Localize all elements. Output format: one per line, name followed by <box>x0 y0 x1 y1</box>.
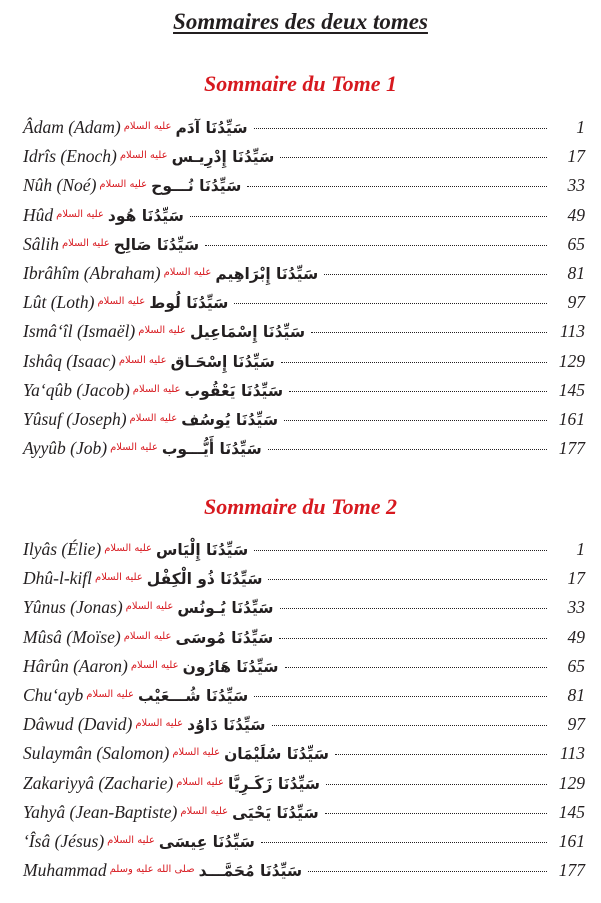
prophet-name-arabic: سَيِّدُنَا سُلَيْمَان <box>224 745 329 763</box>
honorific-seal-icon: عليه السلام <box>118 355 167 366</box>
honorific-seal-icon: عليه السلام <box>163 267 212 278</box>
honorific-seal-icon: عليه السلام <box>119 150 168 161</box>
page-number: 129 <box>558 351 585 371</box>
prophet-name-arabic: سَيِّدُنَا يَحْيَى <box>232 804 319 822</box>
prophet-name-latin: Ibrâhîm (Abraham) <box>23 263 161 283</box>
dot-leader <box>205 245 547 246</box>
page-number: 65 <box>567 234 585 254</box>
dot-leader <box>284 420 547 421</box>
page-number: 17 <box>567 568 585 588</box>
prophet-name-latin: Ismâ‘îl (Ismaël) <box>23 321 136 341</box>
dot-leader <box>281 362 547 363</box>
dot-leader <box>247 186 547 187</box>
toc-entry[interactable] <box>23 321 585 345</box>
honorific-seal-icon: عليه السلام <box>86 689 135 700</box>
prophet-name-latin: Yahyâ (Jean-Baptiste) <box>23 802 178 822</box>
dot-leader <box>280 608 547 609</box>
page-number: 145 <box>558 380 585 400</box>
dot-leader <box>272 725 547 726</box>
toc-entry[interactable] <box>23 263 585 287</box>
dot-leader <box>279 638 547 639</box>
honorific-seal-icon: عليه السلام <box>107 835 155 846</box>
prophet-name-latin: Hârûn (Aaron) <box>23 656 128 676</box>
honorific-seal-icon: عليه السلام <box>172 747 221 758</box>
dot-leader <box>326 784 547 785</box>
prophet-name-arabic: سَيِّدُنَا آدَم <box>175 119 248 137</box>
page-number: 129 <box>558 773 585 793</box>
prophet-name-latin: Sulaymân (Salomon) <box>23 743 170 763</box>
prophet-name-arabic: سَيِّدُنَا عِيسَى <box>158 833 255 851</box>
toc-entry[interactable] <box>23 409 585 433</box>
honorific-seal-icon: عليه السلام <box>123 121 172 132</box>
page-number: 17 <box>567 146 585 166</box>
honorific-seal-icon: عليه السلام <box>130 660 179 671</box>
prophet-name-latin: Dâwud (David) <box>23 714 133 734</box>
toc-entry[interactable] <box>23 568 585 592</box>
prophet-name-arabic: سَيِّدُنَا هُود <box>107 207 184 225</box>
honorific-seal-icon: عليه السلام <box>132 384 181 395</box>
page-number: 49 <box>567 627 585 647</box>
honorific-seal-icon: عليه السلام <box>129 413 178 424</box>
prophet-name-arabic: سَيِّدُنَا صَالِح <box>113 236 200 254</box>
prophet-name-arabic: سَيِّدُنَا ذُو الْكِفْل <box>146 570 263 588</box>
toc-entry[interactable] <box>23 380 585 404</box>
prophet-name-arabic: سَيِّدُنَا إِدْرِيـس <box>171 148 275 166</box>
prophet-name-latin: ‘Îsâ (Jésus) <box>23 831 105 851</box>
toc-entry[interactable] <box>23 438 585 462</box>
tome2-title: Sommaire du Tome 2 <box>204 494 397 519</box>
toc-entry[interactable] <box>23 714 585 738</box>
page-number: 65 <box>567 656 585 676</box>
page-number: 177 <box>558 860 585 880</box>
prophet-name-latin: Âdam (Adam) <box>23 117 121 137</box>
dot-leader <box>261 842 547 843</box>
prophet-name-latin: Hûd <box>23 205 54 225</box>
prophet-name-arabic: سَيِّدُنَا إِسْمَاعِيل <box>190 323 306 341</box>
prophet-name-latin: Zakariyyâ (Zacharie) <box>23 773 174 793</box>
toc-entry[interactable] <box>23 627 585 651</box>
prophet-name-arabic: سَيِّدُنَا لُوط <box>149 294 229 312</box>
page-number: 97 <box>567 292 585 312</box>
dot-leader <box>324 274 547 275</box>
dot-leader <box>254 696 547 697</box>
page-number: 81 <box>567 685 585 705</box>
toc-entry[interactable] <box>23 539 585 563</box>
honorific-seal-icon: عليه السلام <box>61 238 110 249</box>
prophet-name-arabic: سَيِّدُنَا يُوسُف <box>181 411 279 429</box>
prophet-name-latin: Idrîs (Enoch) <box>23 146 117 166</box>
page-number: 113 <box>560 743 585 763</box>
prophet-name-latin: Chu‘ayb <box>23 685 84 705</box>
prophet-name-latin: Ayyûb (Job) <box>23 438 108 458</box>
prophet-name-arabic: سَيِّدُنَا نُـــوح <box>151 177 242 195</box>
page-number: 145 <box>558 802 585 822</box>
dot-leader <box>289 391 547 392</box>
page-number: 33 <box>567 175 585 195</box>
honorific-seal-icon: عليه السلام <box>97 296 146 307</box>
prophet-name-arabic: سَيِّدُنَا شُـــعَيْب <box>138 687 249 705</box>
prophet-name-latin: Muhammad <box>23 860 107 880</box>
prophet-name-arabic: سَيِّدُنَا دَاوُد <box>187 716 266 734</box>
honorific-seal-icon: عليه السلام <box>95 572 143 583</box>
prophet-name-arabic: سَيِّدُنَا مُحَمَّـــد <box>198 862 303 880</box>
toc-entry[interactable] <box>23 351 585 375</box>
toc-entry[interactable] <box>23 117 585 141</box>
prophet-name-arabic: سَيِّدُنَا إِبْرَاهِيم <box>215 265 319 283</box>
prophet-name-latin: Dhû-l-kifl <box>23 568 93 588</box>
prophet-name-latin: Sâlih <box>23 234 59 254</box>
page-number: 1 <box>576 539 585 559</box>
honorific-seal-icon: صلى الله عليه وسلم <box>109 864 195 875</box>
toc-entry[interactable] <box>23 146 585 170</box>
dot-leader <box>280 157 547 158</box>
tome1-title: Sommaire du Tome 1 <box>204 71 397 96</box>
honorific-seal-icon: عليه السلام <box>123 631 172 642</box>
honorific-seal-icon: عليه السلام <box>99 179 148 190</box>
dot-leader <box>308 871 547 872</box>
toc-entry[interactable] <box>23 773 585 797</box>
honorific-seal-icon: عليه السلام <box>125 601 174 612</box>
toc-entry[interactable] <box>23 802 585 826</box>
toc-entry[interactable] <box>23 205 585 229</box>
page-number: 97 <box>567 714 585 734</box>
prophet-name-latin: Ishâq (Isaac) <box>23 351 116 371</box>
dot-leader <box>254 128 547 129</box>
dot-leader <box>325 813 547 814</box>
toc-entry[interactable] <box>23 234 585 258</box>
honorific-seal-icon: عليه السلام <box>176 777 224 788</box>
honorific-seal-icon: عليه السلام <box>104 543 152 554</box>
prophet-name-latin: Lût (Loth) <box>23 292 95 312</box>
prophet-name-latin: Yûsuf (Joseph) <box>23 409 127 429</box>
honorific-seal-icon: عليه السلام <box>138 325 187 336</box>
honorific-seal-icon: عليه السلام <box>110 442 158 453</box>
dot-leader <box>335 754 547 755</box>
dot-leader <box>268 449 547 450</box>
page-number: 161 <box>558 409 585 429</box>
prophet-name-arabic: سَيِّدُنَا يَعْقُوب <box>184 382 284 400</box>
document-title: Sommaires des deux tomes <box>173 9 428 34</box>
honorific-seal-icon: عليه السلام <box>180 806 229 817</box>
page-number: 81 <box>567 263 585 283</box>
dot-leader <box>268 579 547 580</box>
toc-entry[interactable] <box>23 860 585 884</box>
dot-leader <box>285 667 547 668</box>
prophet-name-latin: Ya‘qûb (Jacob) <box>23 380 130 400</box>
prophet-name-arabic: سَيِّدُنَا زَكَـرِيَّا <box>227 775 321 793</box>
honorific-seal-icon: عليه السلام <box>56 209 104 220</box>
honorific-seal-icon: عليه السلام <box>135 718 184 729</box>
toc-entry[interactable] <box>23 597 585 621</box>
prophet-name-latin: Mûsâ (Moïse) <box>23 627 121 647</box>
prophet-name-arabic: سَيِّدُنَا أَيُّـــوب <box>161 440 262 458</box>
toc-entry[interactable] <box>23 175 585 199</box>
page-number: 33 <box>567 597 585 617</box>
page-number: 49 <box>567 205 585 225</box>
toc-entry[interactable] <box>23 292 585 316</box>
dot-leader <box>311 332 547 333</box>
toc-entry[interactable] <box>23 685 585 709</box>
prophet-name-latin: Ilyâs (Élie) <box>23 539 102 559</box>
page-number: 177 <box>558 438 585 458</box>
prophet-name-latin: Yûnus (Jonas) <box>23 597 123 617</box>
prophet-name-latin: Nûh (Noé) <box>23 175 97 195</box>
prophet-name-arabic: سَيِّدُنَا هَارُون <box>182 658 279 676</box>
prophet-name-arabic: سَيِّدُنَا إِسْحَـاق <box>170 353 275 371</box>
page-number: 1 <box>576 117 585 137</box>
toc-entry[interactable] <box>23 656 585 680</box>
page-number: 161 <box>558 831 585 851</box>
prophet-name-arabic: سَيِّدُنَا يُـونُس <box>177 599 274 617</box>
dot-leader <box>234 303 547 304</box>
dot-leader <box>190 216 547 217</box>
prophet-name-arabic: سَيِّدُنَا مُوسَى <box>175 629 274 647</box>
toc-entry[interactable] <box>23 831 585 855</box>
prophet-name-arabic: سَيِّدُنَا إِلْيَاس <box>155 541 249 559</box>
dot-leader <box>254 550 547 551</box>
toc-entry[interactable] <box>23 743 585 767</box>
page-number: 113 <box>560 321 585 341</box>
